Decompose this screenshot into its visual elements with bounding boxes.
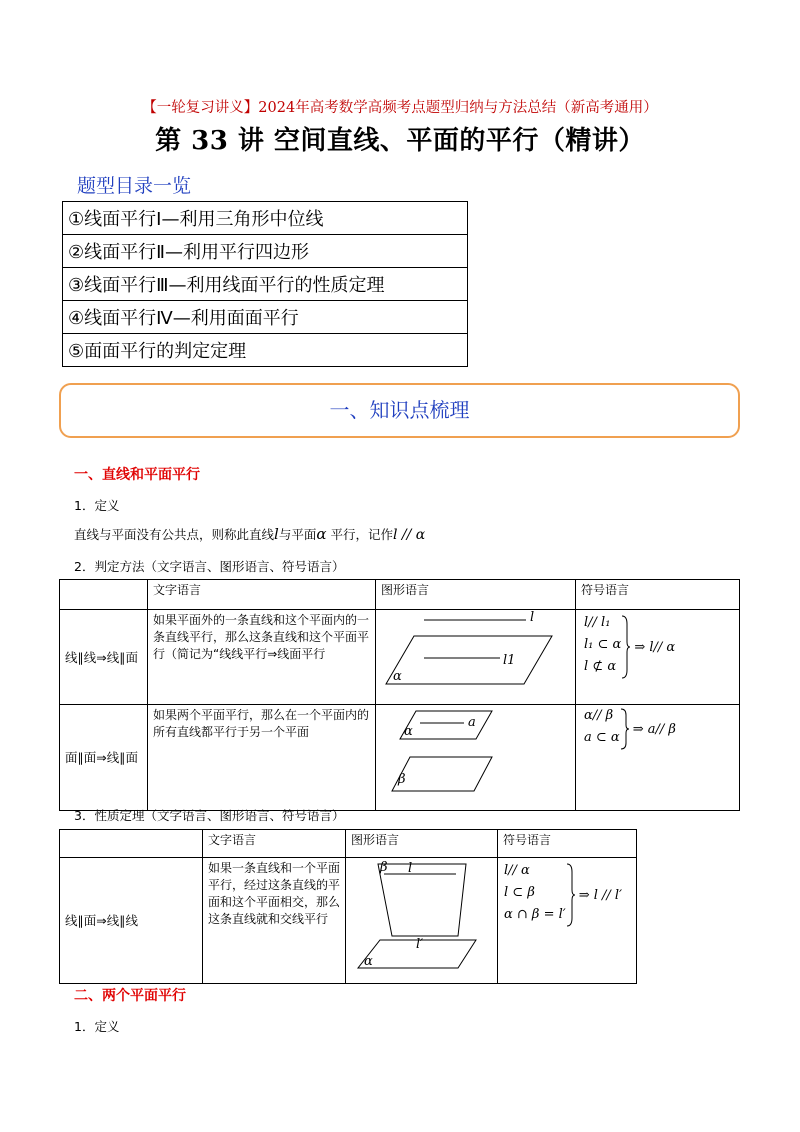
toc-item-1[interactable]: ①线面平行Ⅰ—利用三角形中位线 — [63, 202, 468, 235]
fig1-label-l: l — [530, 610, 535, 625]
t1-row2-sym2: a ⊂ α — [584, 730, 620, 745]
t1-row2-sym1: α// β — [584, 708, 614, 723]
t2-row1-type: 线∥面⇒线∥线 — [60, 858, 203, 984]
fig1-label-l1: l1 — [503, 653, 516, 668]
definition-label: 1．定义 — [74, 498, 120, 513]
t2-header-figure: 图形语言 — [346, 830, 498, 858]
fig3-label-beta: β — [380, 860, 388, 875]
fig2-label-beta: β — [398, 772, 406, 787]
t1-header-text: 文字语言 — [148, 580, 376, 610]
property-label: 3．性质定理（文字语言、图形语言、符号语言） — [74, 808, 345, 823]
toc-item-5[interactable]: ⑤面面平行的判定定理 — [63, 334, 468, 367]
plane-intersection-figure — [346, 858, 492, 978]
def-l: l — [274, 525, 279, 543]
t1-row1-conclusion: ⇒ l// α — [634, 639, 676, 655]
plane-line-figure — [376, 610, 571, 699]
toc-item-3[interactable]: ③线面平行Ⅲ—利用线面平行的性质定理 — [63, 268, 468, 301]
def-part1: 直线与平面没有公共点，则称此直线 — [74, 527, 275, 542]
section1-heading: 一、直线和平面平行 — [74, 467, 200, 483]
t1-header-symbol: 符号语言 — [576, 580, 740, 610]
t2-row1-text: 如果一条直线和一个平面平行，经过这条直线的平面和这个平面相交，那么这条直线就和交线平行 — [203, 858, 346, 984]
toc-item-4[interactable]: ④线面平行Ⅳ—利用面面平行 — [63, 301, 468, 334]
fig3-label-l: l — [408, 861, 413, 876]
definition-text — [74, 525, 425, 543]
property-table — [59, 829, 637, 984]
toc-heading: 题型目录一览 — [77, 175, 192, 197]
toc-table — [62, 201, 468, 367]
t2-row1-figure — [346, 858, 498, 984]
t1-row2-figure — [376, 705, 576, 811]
t1-row2-text: 如果两个平面平行，那么在一个平面内的所有直线都平行于另一个平面 — [148, 705, 376, 811]
t1-row1-figure — [376, 610, 576, 705]
def-part2: 与平面 — [278, 527, 317, 542]
t1-row1-sym3: l ⊄ α — [584, 659, 617, 674]
t2-header-0 — [60, 830, 203, 858]
t2-row1-conclusion: ⇒ l // l′ — [578, 887, 623, 903]
right-brace-icon — [621, 614, 631, 680]
right-brace-icon — [620, 707, 630, 751]
section2-definition-label: 1．定义 — [74, 1019, 120, 1034]
t1-row1-text: 如果平面外的一条直线和这个平面内的一条直线平行，那么这条直线和这个平面平行（简记为“线线平行⇒线面平行 — [148, 610, 376, 705]
fig2-label-alpha: α — [404, 724, 413, 739]
t2-row1-sym1: l// α — [504, 863, 530, 878]
toc-item-2[interactable]: ②线面平行Ⅱ—利用平行四边形 — [63, 235, 468, 268]
t1-row1-sym2: l₁ ⊂ α — [584, 637, 622, 652]
document-title: 第 33 讲 空间直线、平面的平行（精讲） — [155, 126, 645, 156]
section-banner: 一、知识点梳理 — [59, 383, 740, 438]
t1-row2-conclusion: ⇒ a// β — [632, 721, 676, 737]
fig1-label-alpha: α — [393, 669, 402, 684]
def-alpha: α — [316, 525, 327, 543]
t1-row1-type: 线∥线⇒线∥面 — [60, 610, 148, 705]
judgement-label: 2．判定方法（文字语言、图形语言、符号语言） — [74, 559, 345, 574]
def-part3: 平行，记作 — [330, 527, 393, 542]
t1-row1-symbols — [576, 610, 740, 705]
document-subtitle: 【一轮复习讲义】2024年高考数学高频考点题型归纳与方法总结（新高考通用） — [142, 100, 658, 116]
t1-row1-sym1: l// l₁ — [584, 615, 611, 630]
t1-header-figure: 图形语言 — [376, 580, 576, 610]
t2-header-symbol: 符号语言 — [498, 830, 637, 858]
t2-row1-sym2: l ⊂ β — [504, 885, 535, 900]
t1-row2-type: 面∥面⇒线∥面 — [60, 705, 148, 811]
fig2-label-a: a — [468, 715, 476, 730]
parallel-planes-figure — [376, 705, 571, 805]
right-brace-icon — [566, 862, 576, 928]
t1-header-0 — [60, 580, 148, 610]
fig3-label-alpha: α — [364, 954, 373, 969]
fig3-label-lp: l′ — [416, 937, 424, 952]
judgement-table — [59, 579, 740, 811]
t2-row1-symbols — [498, 858, 637, 984]
def-notation: l // α — [392, 527, 426, 543]
t2-header-text: 文字语言 — [203, 830, 346, 858]
section2-heading: 二、两个平面平行 — [74, 988, 186, 1004]
t1-row2-symbols — [576, 705, 740, 811]
t2-row1-sym3: α ∩ β = l′ — [504, 907, 566, 922]
